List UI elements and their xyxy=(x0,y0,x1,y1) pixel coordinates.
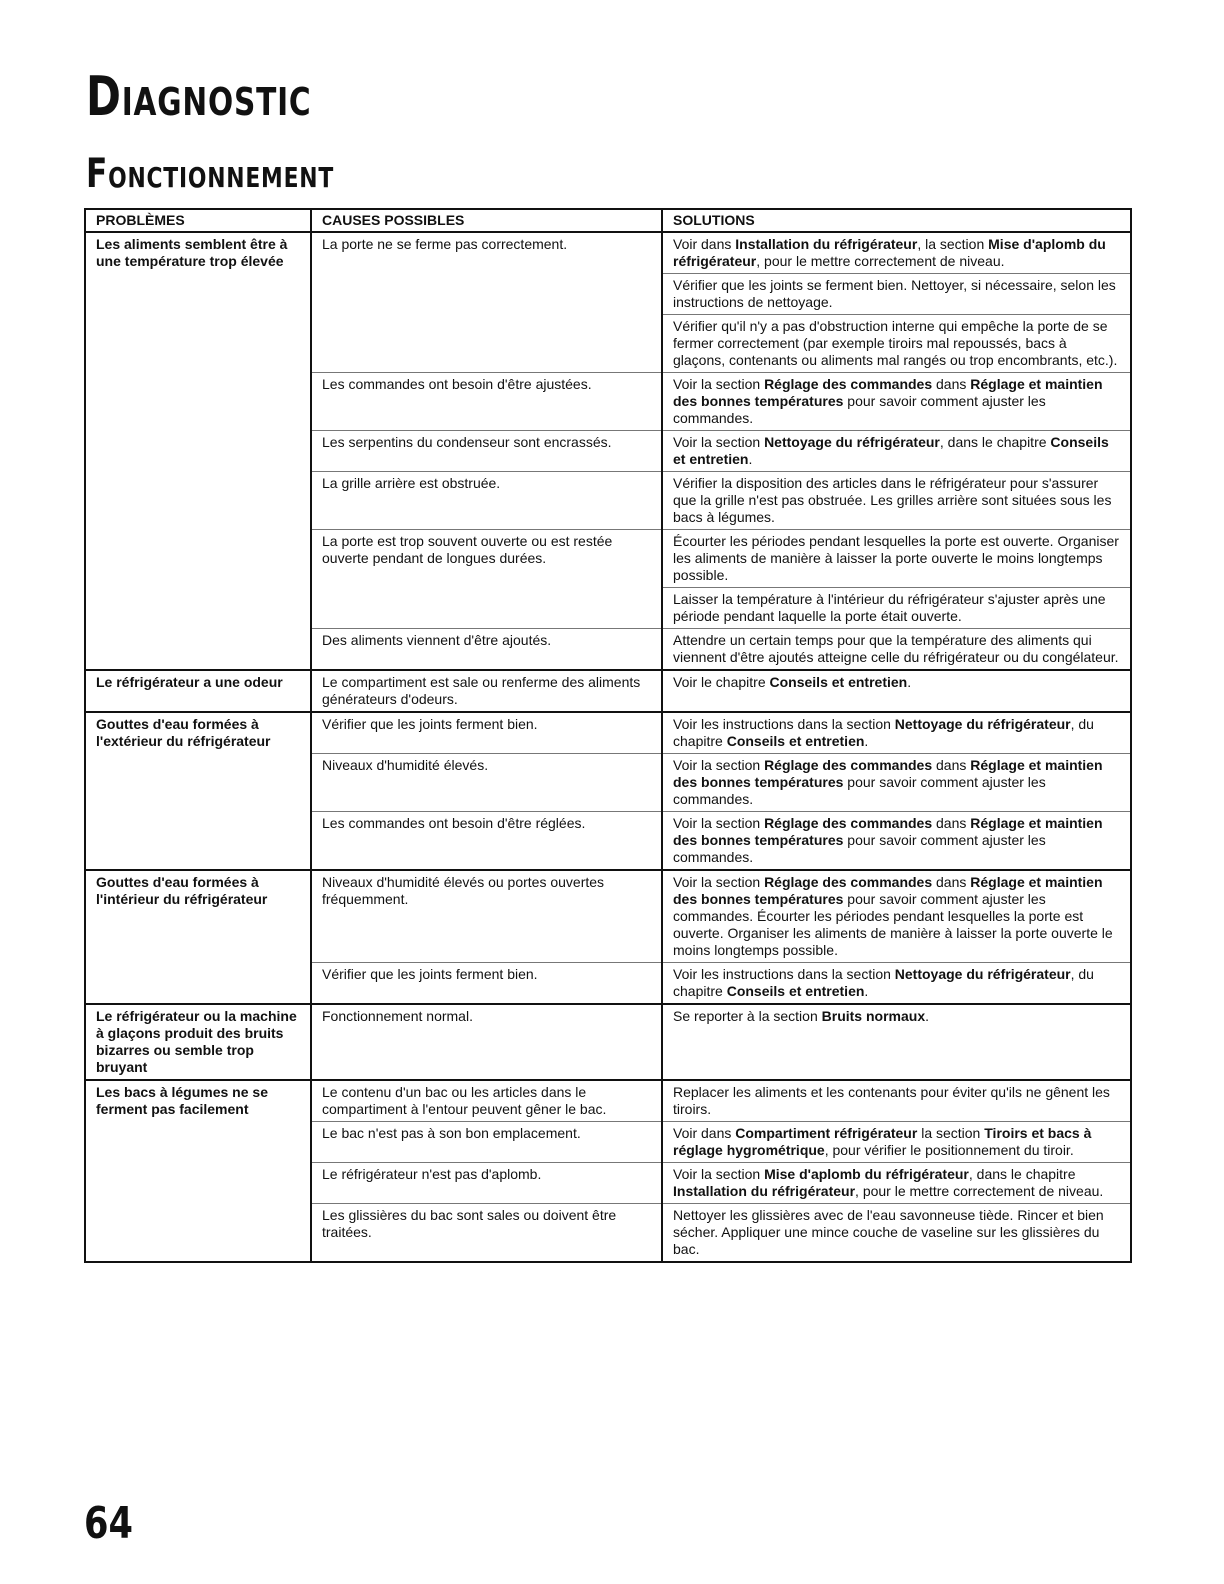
solution-text: dans xyxy=(932,757,971,773)
section-reference: Conseils et entretien xyxy=(673,434,1109,467)
solution-text: Voir la section xyxy=(673,434,765,450)
solution-cell xyxy=(662,712,1131,754)
cause-cell: Le contenu d'un bac ou les articles dans le compartiment à l'entour peuvent gêner le bac. xyxy=(311,1080,662,1122)
solution-text: , dans le chapitre xyxy=(968,1166,1076,1182)
problem-cell: Gouttes d'eau formées à l'intérieur du réfrigérateur xyxy=(85,870,311,1004)
solution-text: , pour le mettre correctement de niveau. xyxy=(756,253,1005,269)
table-row xyxy=(85,670,1131,712)
table-row xyxy=(85,1080,1131,1122)
section-reference: Mise d'aplomb du réfrigérateur xyxy=(673,236,1106,269)
section-reference: Réglage et maintien des bonnes températures xyxy=(673,376,1103,409)
solution-text: , pour le mettre correctement de niveau. xyxy=(855,1183,1104,1199)
solution-cell xyxy=(662,963,1131,1005)
table-row xyxy=(85,870,1131,963)
cause-cell: Vérifier que les joints ferment bien. xyxy=(311,712,662,754)
solution-text: pour savoir comment ajuster les commandes. Écourter les périodes pendant lesquelles la porte est ouverte. Organiser les aliments de manière à laisser la porte ouverte le moins longtemps possible. xyxy=(673,891,1113,958)
solution-text: pour savoir comment ajuster les commandes. xyxy=(673,774,1046,807)
solution-cell xyxy=(662,530,1131,588)
solution-text: . xyxy=(925,1008,929,1024)
cause-cell: Fonctionnement normal. xyxy=(311,1004,662,1080)
header-solutions: SOLUTIONS xyxy=(662,209,1131,232)
solution-text: , du chapitre xyxy=(673,716,1094,749)
section-reference: Conseils et entretien xyxy=(726,983,865,999)
table-row xyxy=(85,712,1131,754)
solution-text: Nettoyer les glissières avec de l'eau savonneuse tiède. Rincer et bien sécher. Appliquer une mince couche de vaseline sur les glissières du bac. xyxy=(673,1207,1104,1257)
solution-cell xyxy=(662,812,1131,871)
solution-text: Voir dans xyxy=(673,1125,736,1141)
solution-cell xyxy=(662,1080,1131,1122)
solution-cell xyxy=(662,754,1131,812)
problem-cell: Les aliments semblent être à une température trop élevée xyxy=(85,232,311,670)
cause-cell: Les glissières du bac sont sales ou doivent être traitées. xyxy=(311,1204,662,1263)
solution-text: Voir la section xyxy=(673,1166,765,1182)
section-reference: Réglage des commandes xyxy=(764,874,933,890)
page-title: Diagnostic xyxy=(86,65,312,128)
solution-text: Laisser la température à l'intérieur du réfrigérateur s'ajuster après une période pendant laquelle la porte était ouverte. xyxy=(673,591,1106,624)
solution-cell xyxy=(662,629,1131,671)
solution-text: Vérifier que les joints se ferment bien. Nettoyer, si nécessaire, selon les instructions de nettoyage. xyxy=(673,277,1116,310)
solution-text: Voir la section xyxy=(673,874,765,890)
page-number: 64 xyxy=(84,1498,133,1549)
solution-text: la section xyxy=(917,1125,985,1141)
cause-cell: Le bac n'est pas à son bon emplacement. xyxy=(311,1122,662,1163)
solution-text: Attendre un certain temps pour que la température des aliments qui viennent d'être ajoutés atteigne celle du réfrigérateur ou du congélateur. xyxy=(673,632,1119,665)
solution-text: Voir la section xyxy=(673,376,765,392)
problem-cell: Le réfrigérateur ou la machine à glaçons produit des bruits bizarres ou semble trop bruyant xyxy=(85,1004,311,1080)
solution-text: Voir dans xyxy=(673,236,736,252)
section-reference: Compartiment réfrigérateur xyxy=(735,1125,918,1141)
section-reference: Bruits normaux xyxy=(821,1008,926,1024)
solution-text: Voir les instructions dans la section xyxy=(673,716,895,732)
section-reference: Conseils et entretien xyxy=(769,674,908,690)
table-row xyxy=(85,232,1131,274)
solution-text: Voir la section xyxy=(673,815,765,831)
section-reference: Réglage des commandes xyxy=(764,815,933,831)
solution-cell xyxy=(662,1204,1131,1263)
solution-cell xyxy=(662,315,1131,373)
cause-cell: La grille arrière est obstruée. xyxy=(311,472,662,530)
troubleshooting-table xyxy=(84,208,1132,1263)
section-reference: Réglage et maintien des bonnes températures xyxy=(673,874,1103,907)
solution-text: . xyxy=(864,733,869,749)
cause-cell: Niveaux d'humidité élevés ou portes ouvertes fréquemment. xyxy=(311,870,662,963)
section-reference: Nettoyage du réfrigérateur xyxy=(894,716,1071,732)
cause-cell: Les serpentins du condenseur sont encrassés. xyxy=(311,431,662,472)
section-reference: Réglage et maintien des bonnes températures xyxy=(673,757,1103,790)
solution-cell xyxy=(662,373,1131,431)
section-reference: Nettoyage du réfrigérateur xyxy=(894,966,1071,982)
section-reference: Tiroirs et bacs à réglage hygrométrique xyxy=(673,1125,1092,1158)
cause-cell: Les commandes ont besoin d'être réglées. xyxy=(311,812,662,871)
problem-cell: Le réfrigérateur a une odeur xyxy=(85,670,311,712)
solution-cell xyxy=(662,1122,1131,1163)
solution-text: . xyxy=(907,674,912,690)
cause-cell: La porte ne se ferme pas correctement. xyxy=(311,232,662,373)
table-header-row xyxy=(85,209,1131,232)
solution-text: Voir la section xyxy=(673,757,765,773)
cause-cell: Vérifier que les joints ferment bien. xyxy=(311,963,662,1005)
section-reference: Conseils et entretien xyxy=(726,733,865,749)
cause-cell: Le réfrigérateur n'est pas d'aplomb. xyxy=(311,1163,662,1204)
section-title: Fonctionnement xyxy=(86,151,335,197)
solution-cell xyxy=(662,1163,1131,1204)
header-causes: CAUSES POSSIBLES xyxy=(311,209,662,232)
solution-text: , pour vérifier le positionnement du tiroir. xyxy=(824,1142,1074,1158)
solution-cell xyxy=(662,670,1131,712)
solution-text: Voir le chapitre xyxy=(673,674,770,690)
solution-text: , du chapitre xyxy=(673,966,1094,999)
header-problems: PROBLÈMES xyxy=(85,209,311,232)
solution-text: Replacer les aliments et les contenants pour éviter qu'ils ne gênent les tiroirs. xyxy=(673,1084,1110,1117)
solution-text: dans xyxy=(932,376,971,392)
cause-cell: Le compartiment est sale ou renferme des aliments générateurs d'odeurs. xyxy=(311,670,662,712)
section-reference: Mise d'aplomb du réfrigérateur xyxy=(764,1166,969,1182)
section-reference: Installation du réfrigérateur xyxy=(735,236,918,252)
solution-cell xyxy=(662,431,1131,472)
solution-text: , dans le chapitre xyxy=(939,434,1051,450)
problem-cell: Les bacs à légumes ne se ferment pas facilement xyxy=(85,1080,311,1262)
solution-cell xyxy=(662,1004,1131,1080)
solution-cell xyxy=(662,588,1131,629)
cause-cell: Les commandes ont besoin d'être ajustées. xyxy=(311,373,662,431)
solution-text: Écourter les périodes pendant lesquelles la porte est ouverte. Organiser les aliments de manière à laisser la porte ouverte le moins longtemps possible. xyxy=(673,533,1119,583)
solution-text: , la section xyxy=(917,236,989,252)
solution-text: dans xyxy=(932,874,971,890)
solution-text: pour savoir comment ajuster les commandes. xyxy=(673,832,1046,865)
solution-cell xyxy=(662,870,1131,963)
solution-text: . xyxy=(864,983,869,999)
solution-text: pour savoir comment ajuster les commandes. xyxy=(673,393,1046,426)
section-reference: Nettoyage du réfrigérateur xyxy=(764,434,940,450)
solution-text: Vérifier la disposition des articles dans le réfrigérateur pour s'assurer que la grille n'est pas obstruée. Les grilles arrière sont situées sous les bacs à légumes. xyxy=(673,475,1112,525)
solution-text: Se reporter à la section xyxy=(673,1008,822,1024)
solution-cell xyxy=(662,472,1131,530)
section-reference: Réglage des commandes xyxy=(764,376,933,392)
solution-text: . xyxy=(748,451,753,467)
problem-cell: Gouttes d'eau formées à l'extérieur du réfrigérateur xyxy=(85,712,311,870)
cause-cell: Niveaux d'humidité élevés. xyxy=(311,754,662,812)
cause-cell: Des aliments viennent d'être ajoutés. xyxy=(311,629,662,671)
section-reference: Réglage des commandes xyxy=(764,757,933,773)
solution-text: Voir les instructions dans la section xyxy=(673,966,895,982)
solution-cell xyxy=(662,274,1131,315)
solution-text: dans xyxy=(932,815,971,831)
table-body xyxy=(85,232,1131,1262)
cause-cell: La porte est trop souvent ouverte ou est restée ouverte pendant de longues durées. xyxy=(311,530,662,629)
solution-text: Vérifier qu'il n'y a pas d'obstruction interne qui empêche la porte de se fermer correctement (par exemple tiroirs mal repoussés, bacs à glaçons, contenants ou aliments mal rangés ou trop encombrants, etc.). xyxy=(673,318,1118,368)
solution-cell xyxy=(662,232,1131,274)
section-reference: Installation du réfrigérateur xyxy=(673,1183,856,1199)
table-row xyxy=(85,1004,1131,1080)
section-reference: Réglage et maintien des bonnes températures xyxy=(673,815,1103,848)
